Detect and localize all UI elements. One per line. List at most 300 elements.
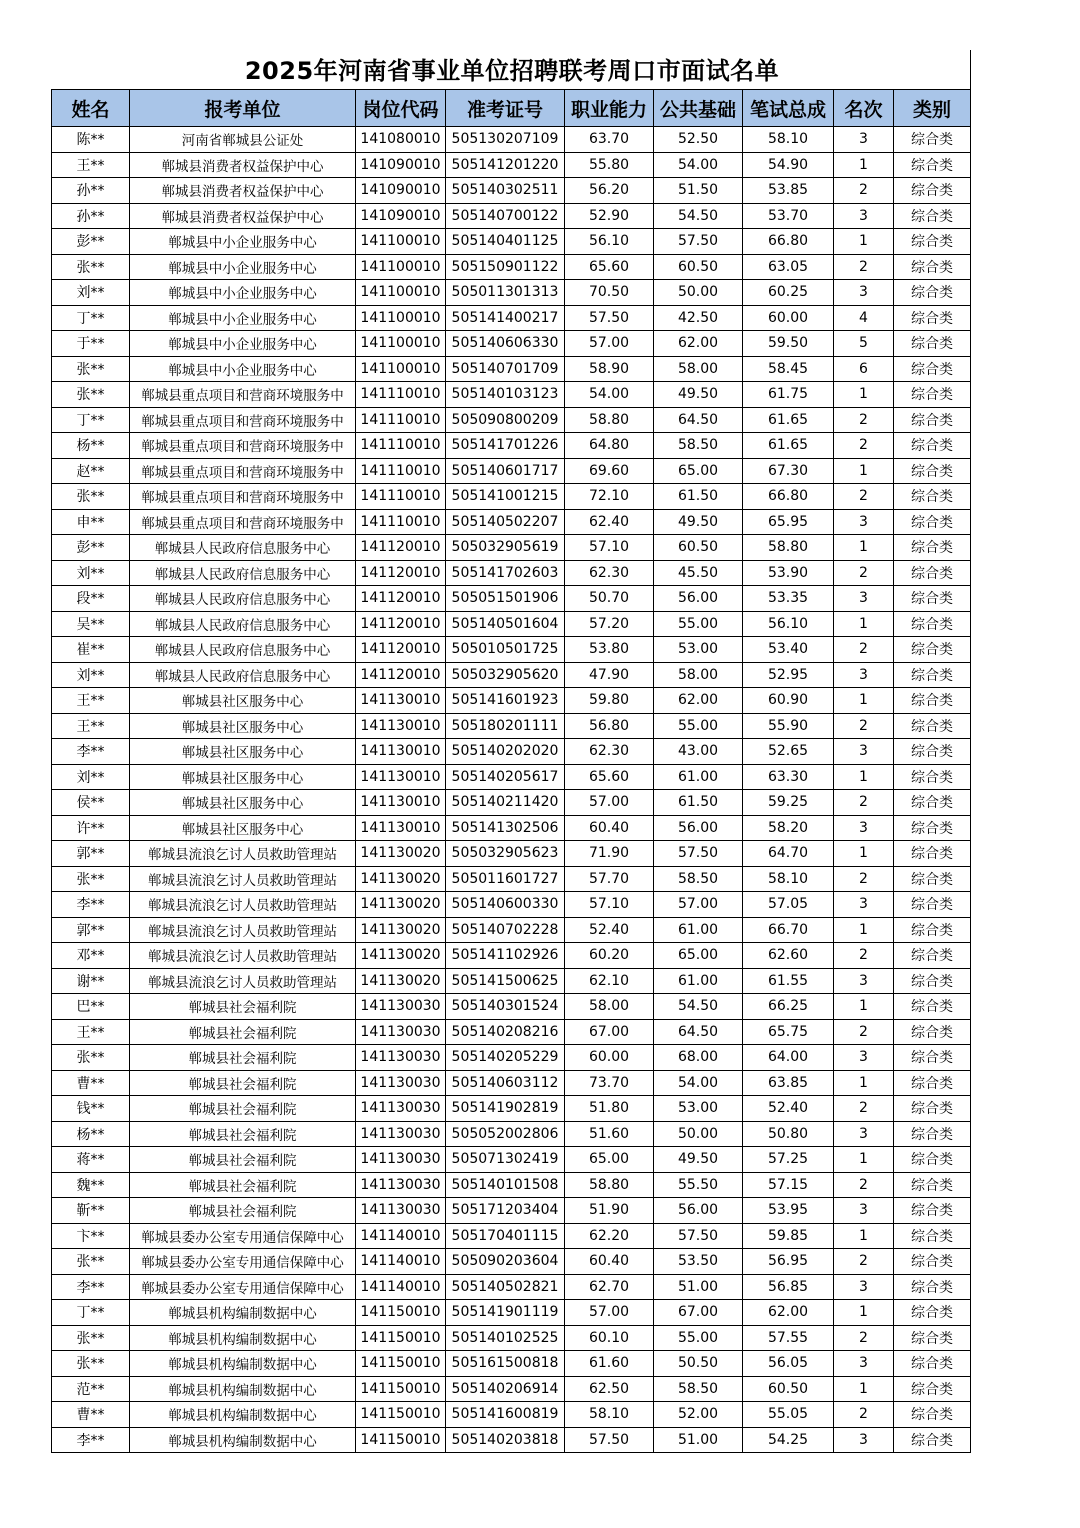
cell-public-basics: 56.00: [654, 586, 743, 612]
cell-position-code: 141100010: [356, 356, 446, 382]
cell-vocational-ability: 70.50: [565, 280, 654, 306]
cell-ticket-number: 505180201111: [446, 713, 565, 739]
cell-name: 张**: [52, 1325, 130, 1351]
cell-position-code: 141090010: [356, 178, 446, 204]
cell-written-total: 53.70: [743, 203, 834, 229]
cell-unit: 郸城县人民政府信息服务中心: [130, 611, 356, 637]
cell-name: 张**: [52, 1045, 130, 1071]
table-row: [52, 356, 971, 382]
cell-vocational-ability: 57.20: [565, 611, 654, 637]
cell-rank: 2: [834, 713, 894, 739]
cell-rank: 2: [834, 484, 894, 510]
cell-ticket-number: 505140301524: [446, 994, 565, 1020]
cell-vocational-ability: 51.80: [565, 1096, 654, 1122]
cell-rank: 3: [834, 1198, 894, 1224]
cell-category: 综合类: [894, 841, 971, 867]
table-row: [52, 764, 971, 790]
cell-ticket-number: 505140502821: [446, 1274, 565, 1300]
table-row: [52, 535, 971, 561]
cell-written-total: 53.95: [743, 1198, 834, 1224]
cell-rank: 3: [834, 815, 894, 841]
cell-written-total: 59.85: [743, 1223, 834, 1249]
cell-position-code: 141130030: [356, 1070, 446, 1096]
table-row: [52, 305, 971, 331]
cell-vocational-ability: 60.10: [565, 1325, 654, 1351]
cell-rank: 1: [834, 1300, 894, 1326]
cell-public-basics: 67.00: [654, 1300, 743, 1326]
cell-public-basics: 56.00: [654, 815, 743, 841]
cell-category: 综合类: [894, 1351, 971, 1377]
cell-written-total: 65.75: [743, 1019, 834, 1045]
cell-public-basics: 61.50: [654, 484, 743, 510]
cell-public-basics: 65.00: [654, 943, 743, 969]
cell-vocational-ability: 61.60: [565, 1351, 654, 1377]
cell-unit: 郸城县人民政府信息服务中心: [130, 535, 356, 561]
cell-name: 卞**: [52, 1223, 130, 1249]
cell-public-basics: 55.00: [654, 713, 743, 739]
cell-category: 综合类: [894, 1070, 971, 1096]
cell-ticket-number: 505011601727: [446, 866, 565, 892]
cell-public-basics: 55.00: [654, 611, 743, 637]
table-row: [52, 127, 971, 153]
cell-position-code: 141120010: [356, 611, 446, 637]
cell-public-basics: 49.50: [654, 382, 743, 408]
table-row: [52, 1223, 971, 1249]
cell-public-basics: 65.00: [654, 458, 743, 484]
cell-unit: 郸城县机构编制数据中心: [130, 1300, 356, 1326]
cell-category: 综合类: [894, 866, 971, 892]
cell-written-total: 66.80: [743, 484, 834, 510]
cell-position-code: 141130030: [356, 1198, 446, 1224]
cell-vocational-ability: 51.60: [565, 1121, 654, 1147]
table-row: [52, 1402, 971, 1428]
cell-vocational-ability: 50.70: [565, 586, 654, 612]
cell-vocational-ability: 67.00: [565, 1019, 654, 1045]
table-row: [52, 1172, 971, 1198]
cell-vocational-ability: 65.60: [565, 254, 654, 280]
cell-vocational-ability: 62.70: [565, 1274, 654, 1300]
cell-public-basics: 57.50: [654, 229, 743, 255]
table-header-row: [52, 90, 971, 127]
cell-position-code: 141110010: [356, 433, 446, 459]
cell-ticket-number: 505140103123: [446, 382, 565, 408]
cell-ticket-number: 505140606330: [446, 331, 565, 357]
cell-written-total: 67.30: [743, 458, 834, 484]
cell-rank: 3: [834, 203, 894, 229]
cell-vocational-ability: 62.20: [565, 1223, 654, 1249]
cell-position-code: 141130030: [356, 1096, 446, 1122]
cell-unit: 郸城县社会福利院: [130, 1198, 356, 1224]
cell-category: 综合类: [894, 382, 971, 408]
cell-unit: 郸城县人民政府信息服务中心: [130, 662, 356, 688]
cell-ticket-number: 505090800209: [446, 407, 565, 433]
cell-unit: 郸城县机构编制数据中心: [130, 1376, 356, 1402]
cell-position-code: 141150010: [356, 1402, 446, 1428]
cell-rank: 3: [834, 1427, 894, 1453]
cell-position-code: 141130030: [356, 994, 446, 1020]
cell-written-total: 64.70: [743, 841, 834, 867]
cell-position-code: 141120010: [356, 535, 446, 561]
cell-category: 综合类: [894, 1198, 971, 1224]
cell-category: 综合类: [894, 509, 971, 535]
cell-written-total: 58.10: [743, 127, 834, 153]
cell-vocational-ability: 57.00: [565, 331, 654, 357]
cell-rank: 3: [834, 1045, 894, 1071]
cell-category: 综合类: [894, 790, 971, 816]
cell-ticket-number: 505051501906: [446, 586, 565, 612]
cell-name: 魏**: [52, 1172, 130, 1198]
cell-written-total: 56.85: [743, 1274, 834, 1300]
cell-rank: 3: [834, 1121, 894, 1147]
cell-vocational-ability: 65.60: [565, 764, 654, 790]
cell-category: 综合类: [894, 968, 971, 994]
cell-category: 综合类: [894, 764, 971, 790]
table-row: [52, 790, 971, 816]
cell-vocational-ability: 58.00: [565, 994, 654, 1020]
cell-ticket-number: 505011301313: [446, 280, 565, 306]
cell-written-total: 66.70: [743, 917, 834, 943]
table-row: [52, 815, 971, 841]
cell-unit: 郸城县流浪乞讨人员救助管理站: [130, 917, 356, 943]
cell-name: 刘**: [52, 560, 130, 586]
cell-ticket-number: 505140702228: [446, 917, 565, 943]
cell-name: 曹**: [52, 1070, 130, 1096]
cell-name: 李**: [52, 1274, 130, 1300]
cell-name: 钱**: [52, 1096, 130, 1122]
cell-vocational-ability: 57.10: [565, 535, 654, 561]
cell-vocational-ability: 58.10: [565, 1402, 654, 1428]
cell-written-total: 52.65: [743, 739, 834, 765]
cell-vocational-ability: 56.80: [565, 713, 654, 739]
header-position-code: 岗位代码: [356, 90, 446, 127]
cell-name: 刘**: [52, 662, 130, 688]
cell-unit: 郸城县重点项目和营商环境服务中: [130, 484, 356, 510]
cell-public-basics: 57.50: [654, 1223, 743, 1249]
cell-category: 综合类: [894, 203, 971, 229]
cell-rank: 1: [834, 382, 894, 408]
cell-vocational-ability: 57.50: [565, 1427, 654, 1453]
cell-name: 王**: [52, 152, 130, 178]
cell-position-code: 141100010: [356, 331, 446, 357]
cell-unit: 河南省郸城县公证处: [130, 127, 356, 153]
cell-name: 靳**: [52, 1198, 130, 1224]
cell-vocational-ability: 62.10: [565, 968, 654, 994]
cell-written-total: 50.80: [743, 1121, 834, 1147]
cell-position-code: 141120010: [356, 586, 446, 612]
cell-rank: 4: [834, 305, 894, 331]
cell-public-basics: 42.50: [654, 305, 743, 331]
cell-name: 丁**: [52, 305, 130, 331]
cell-unit: 郸城县社区服务中心: [130, 815, 356, 841]
cell-rank: 2: [834, 1325, 894, 1351]
cell-category: 综合类: [894, 1096, 971, 1122]
cell-vocational-ability: 52.90: [565, 203, 654, 229]
cell-vocational-ability: 47.90: [565, 662, 654, 688]
cell-written-total: 54.90: [743, 152, 834, 178]
cell-name: 王**: [52, 1019, 130, 1045]
cell-rank: 3: [834, 509, 894, 535]
cell-category: 综合类: [894, 458, 971, 484]
cell-ticket-number: 505140601717: [446, 458, 565, 484]
cell-ticket-number: 505140501604: [446, 611, 565, 637]
cell-category: 综合类: [894, 662, 971, 688]
cell-rank: 2: [834, 1096, 894, 1122]
cell-name: 孙**: [52, 203, 130, 229]
cell-vocational-ability: 60.40: [565, 1249, 654, 1275]
cell-ticket-number: 505140102525: [446, 1325, 565, 1351]
cell-position-code: 141130010: [356, 739, 446, 765]
cell-category: 综合类: [894, 1427, 971, 1453]
cell-position-code: 141150010: [356, 1376, 446, 1402]
cell-vocational-ability: 55.80: [565, 152, 654, 178]
cell-public-basics: 64.50: [654, 1019, 743, 1045]
cell-public-basics: 58.00: [654, 662, 743, 688]
cell-name: 于**: [52, 331, 130, 357]
cell-vocational-ability: 57.00: [565, 1300, 654, 1326]
cell-rank: 2: [834, 1019, 894, 1045]
header-public-basics: 公共基础: [654, 90, 743, 127]
cell-ticket-number: 505141600819: [446, 1402, 565, 1428]
cell-rank: 1: [834, 917, 894, 943]
cell-public-basics: 50.50: [654, 1351, 743, 1377]
cell-category: 综合类: [894, 1121, 971, 1147]
cell-written-total: 52.40: [743, 1096, 834, 1122]
cell-public-basics: 68.00: [654, 1045, 743, 1071]
cell-position-code: 141100010: [356, 280, 446, 306]
table-row: [52, 1096, 971, 1122]
cell-ticket-number: 505140206914: [446, 1376, 565, 1402]
table-row: [52, 178, 971, 204]
cell-position-code: 141110010: [356, 458, 446, 484]
cell-unit: 郸城县社会福利院: [130, 1045, 356, 1071]
cell-unit: 郸城县重点项目和营商环境服务中: [130, 407, 356, 433]
table-row: [52, 637, 971, 663]
cell-ticket-number: 505140205229: [446, 1045, 565, 1071]
cell-category: 综合类: [894, 637, 971, 663]
cell-public-basics: 51.00: [654, 1274, 743, 1300]
cell-position-code: 141130030: [356, 1172, 446, 1198]
cell-unit: 郸城县委办公室专用通信保障中心: [130, 1274, 356, 1300]
cell-name: 李**: [52, 1427, 130, 1453]
cell-public-basics: 61.50: [654, 790, 743, 816]
table-row: [52, 1249, 971, 1275]
cell-ticket-number: 505150901122: [446, 254, 565, 280]
cell-unit: 郸城县机构编制数据中心: [130, 1427, 356, 1453]
table-row: [52, 1198, 971, 1224]
table-row: [52, 841, 971, 867]
cell-rank: 2: [834, 943, 894, 969]
cell-public-basics: 52.50: [654, 127, 743, 153]
cell-unit: 郸城县重点项目和营商环境服务中: [130, 509, 356, 535]
cell-name: 郭**: [52, 841, 130, 867]
table-row: [52, 382, 971, 408]
cell-position-code: 141150010: [356, 1300, 446, 1326]
cell-written-total: 53.35: [743, 586, 834, 612]
cell-category: 综合类: [894, 1376, 971, 1402]
cell-name: 王**: [52, 713, 130, 739]
cell-unit: 郸城县中小企业服务中心: [130, 305, 356, 331]
cell-unit: 郸城县人民政府信息服务中心: [130, 637, 356, 663]
cell-position-code: 141140010: [356, 1223, 446, 1249]
cell-position-code: 141120010: [356, 560, 446, 586]
cell-category: 综合类: [894, 535, 971, 561]
cell-category: 综合类: [894, 688, 971, 714]
cell-position-code: 141130020: [356, 917, 446, 943]
cell-unit: 郸城县中小企业服务中心: [130, 229, 356, 255]
cell-ticket-number: 505140701709: [446, 356, 565, 382]
cell-category: 综合类: [894, 127, 971, 153]
cell-name: 张**: [52, 382, 130, 408]
cell-category: 综合类: [894, 739, 971, 765]
cell-rank: 2: [834, 407, 894, 433]
cell-written-total: 60.25: [743, 280, 834, 306]
cell-rank: 1: [834, 1376, 894, 1402]
table-row: [52, 1045, 971, 1071]
cell-written-total: 61.75: [743, 382, 834, 408]
cell-rank: 1: [834, 611, 894, 637]
cell-position-code: 141130030: [356, 1045, 446, 1071]
cell-vocational-ability: 51.90: [565, 1198, 654, 1224]
cell-category: 综合类: [894, 254, 971, 280]
cell-position-code: 141100010: [356, 254, 446, 280]
cell-name: 张**: [52, 254, 130, 280]
table-row: [52, 1376, 971, 1402]
cell-rank: 1: [834, 1147, 894, 1173]
cell-unit: 郸城县社区服务中心: [130, 688, 356, 714]
cell-position-code: 141130010: [356, 688, 446, 714]
cell-written-total: 64.00: [743, 1045, 834, 1071]
cell-name: 丁**: [52, 407, 130, 433]
cell-public-basics: 54.00: [654, 152, 743, 178]
cell-position-code: 141130010: [356, 815, 446, 841]
cell-category: 综合类: [894, 917, 971, 943]
cell-name: 张**: [52, 1249, 130, 1275]
cell-name: 巴**: [52, 994, 130, 1020]
cell-unit: 郸城县消费者权益保护中心: [130, 178, 356, 204]
cell-public-basics: 61.00: [654, 917, 743, 943]
cell-public-basics: 49.50: [654, 1147, 743, 1173]
cell-unit: 郸城县重点项目和营商环境服务中: [130, 382, 356, 408]
table-row: [52, 1427, 971, 1453]
cell-public-basics: 61.00: [654, 764, 743, 790]
cell-ticket-number: 505141102926: [446, 943, 565, 969]
cell-name: 谢**: [52, 968, 130, 994]
table-row: [52, 1121, 971, 1147]
cell-rank: 1: [834, 994, 894, 1020]
table-row: [52, 433, 971, 459]
cell-vocational-ability: 73.70: [565, 1070, 654, 1096]
cell-category: 综合类: [894, 892, 971, 918]
cell-position-code: 141120010: [356, 637, 446, 663]
cell-ticket-number: 505141902819: [446, 1096, 565, 1122]
cell-name: 彭**: [52, 535, 130, 561]
cell-vocational-ability: 62.50: [565, 1376, 654, 1402]
cell-rank: 6: [834, 356, 894, 382]
cell-written-total: 58.10: [743, 866, 834, 892]
cell-ticket-number: 505140600330: [446, 892, 565, 918]
cell-unit: 郸城县流浪乞讨人员救助管理站: [130, 841, 356, 867]
cell-vocational-ability: 57.10: [565, 892, 654, 918]
cell-ticket-number: 505130207109: [446, 127, 565, 153]
cell-written-total: 60.50: [743, 1376, 834, 1402]
cell-name: 张**: [52, 866, 130, 892]
cell-unit: 郸城县流浪乞讨人员救助管理站: [130, 943, 356, 969]
cell-written-total: 54.25: [743, 1427, 834, 1453]
cell-name: 李**: [52, 892, 130, 918]
cell-public-basics: 58.00: [654, 356, 743, 382]
cell-vocational-ability: 58.80: [565, 407, 654, 433]
cell-position-code: 141140010: [356, 1274, 446, 1300]
cell-vocational-ability: 62.40: [565, 509, 654, 535]
cell-name: 赵**: [52, 458, 130, 484]
cell-rank: 3: [834, 280, 894, 306]
cell-ticket-number: 505140211420: [446, 790, 565, 816]
cell-position-code: 141090010: [356, 152, 446, 178]
cell-unit: 郸城县委办公室专用通信保障中心: [130, 1249, 356, 1275]
cell-category: 综合类: [894, 1045, 971, 1071]
cell-rank: 3: [834, 127, 894, 153]
cell-name: 彭**: [52, 229, 130, 255]
cell-position-code: 141120010: [356, 662, 446, 688]
cell-ticket-number: 505141400217: [446, 305, 565, 331]
cell-vocational-ability: 63.70: [565, 127, 654, 153]
interview-list-table: [51, 89, 971, 1453]
cell-name: 蒋**: [52, 1147, 130, 1173]
cell-unit: 郸城县中小企业服务中心: [130, 254, 356, 280]
cell-position-code: 141130020: [356, 968, 446, 994]
cell-written-total: 57.55: [743, 1325, 834, 1351]
cell-name: 杨**: [52, 1121, 130, 1147]
cell-ticket-number: 505171203404: [446, 1198, 565, 1224]
cell-category: 综合类: [894, 407, 971, 433]
cell-vocational-ability: 57.70: [565, 866, 654, 892]
cell-name: 郭**: [52, 917, 130, 943]
cell-unit: 郸城县中小企业服务中心: [130, 331, 356, 357]
cell-vocational-ability: 53.80: [565, 637, 654, 663]
table-row: [52, 586, 971, 612]
cell-public-basics: 56.00: [654, 1198, 743, 1224]
table-row: [52, 229, 971, 255]
cell-public-basics: 62.00: [654, 331, 743, 357]
cell-name: 丁**: [52, 1300, 130, 1326]
cell-name: 崔**: [52, 637, 130, 663]
table-row: [52, 407, 971, 433]
cell-public-basics: 61.00: [654, 968, 743, 994]
cell-unit: 郸城县社会福利院: [130, 1019, 356, 1045]
table-row: [52, 968, 971, 994]
table-row: [52, 280, 971, 306]
cell-public-basics: 55.00: [654, 1325, 743, 1351]
cell-name: 侯**: [52, 790, 130, 816]
cell-ticket-number: 505141901119: [446, 1300, 565, 1326]
cell-position-code: 141100010: [356, 305, 446, 331]
cell-written-total: 60.90: [743, 688, 834, 714]
cell-written-total: 59.50: [743, 331, 834, 357]
cell-public-basics: 45.50: [654, 560, 743, 586]
table-row: [52, 1070, 971, 1096]
cell-name: 杨**: [52, 433, 130, 459]
table-row: [52, 1351, 971, 1377]
cell-position-code: 141130020: [356, 841, 446, 867]
cell-unit: 郸城县消费者权益保护中心: [130, 203, 356, 229]
cell-ticket-number: 505141302506: [446, 815, 565, 841]
cell-rank: 3: [834, 892, 894, 918]
cell-unit: 郸城县社会福利院: [130, 1147, 356, 1173]
cell-rank: 1: [834, 764, 894, 790]
cell-written-total: 56.95: [743, 1249, 834, 1275]
cell-rank: 2: [834, 178, 894, 204]
cell-public-basics: 57.50: [654, 841, 743, 867]
